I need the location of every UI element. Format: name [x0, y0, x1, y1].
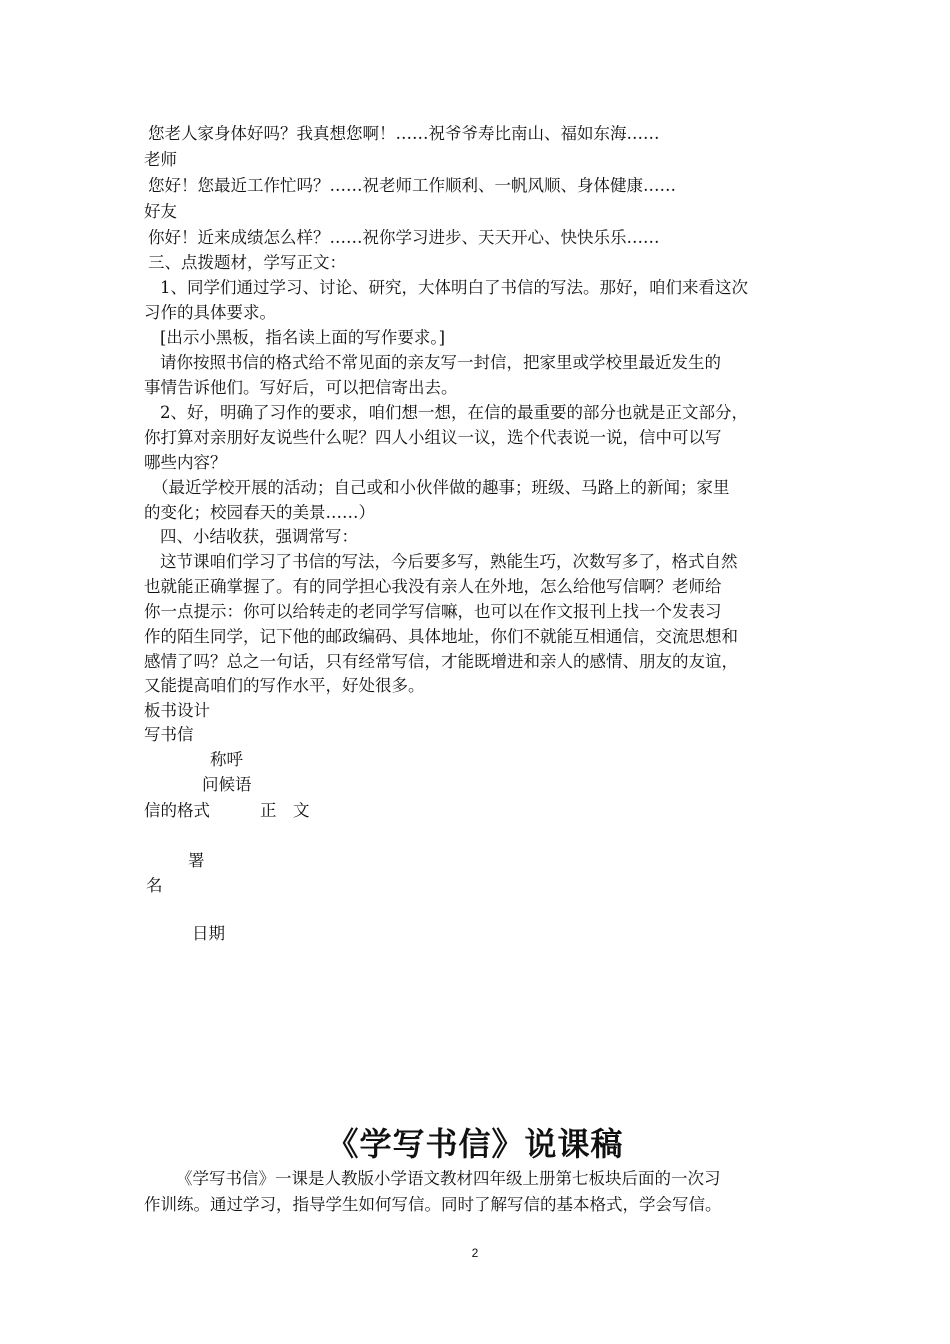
board-item-signature: 署 — [188, 851, 205, 870]
body-line: 您好！您最近工作忙吗？……祝老师工作顺利、一帆风顺、身体健康…… — [148, 176, 676, 195]
body-line: 的变化；校园春天的美景……） — [144, 503, 375, 522]
intro-line: 《学写书信》一课是人教版小学语文教材四年级上册第七板块后面的一次习 — [176, 1169, 721, 1188]
body-line: 这节课咱们学习了书信的写法，今后要多写，熟能生巧，次数写多了，格式自然 — [160, 552, 738, 571]
body-line: 又能提高咱们的写作水平，好处很多。 — [144, 676, 425, 695]
section-heading: 三、点拨题材，学写正文： — [148, 253, 346, 272]
body-line: 老师 — [144, 150, 177, 169]
lesson-title: 《学写书信》说课稿 — [326, 1125, 624, 1163]
board-item-signature-cont: 名 — [146, 876, 163, 895]
board-title: 写书信 — [144, 725, 194, 744]
body-line: 感情了吗？总之一句话，只有经常写信，才能既增进和亲人的感情、朋友的友谊， — [144, 652, 738, 671]
body-line: （最近学校开展的活动；自己或和小伙伴做的趣事；班级、马路上的新闻；家里 — [152, 478, 730, 497]
board-item-date: 日期 — [192, 924, 225, 943]
body-line: 也就能正确掌握了。有的同学担心我没有亲人在外地，怎么给他写信啊？老师给 — [144, 577, 722, 596]
page-number: 2 — [471, 1246, 479, 1260]
body-line: 你打算对亲朋好友说些什么呢？四人小组议一议，选个代表说一说，信中可以写 — [144, 428, 722, 447]
body-line: 2、好，明确了习作的要求，咱们想一想，在信的最重要的部分也就是正文部分， — [160, 403, 748, 422]
body-line: 1、同学们通过学习、讨论、研究，大体明白了书信的写法。那好，咱们来看这次 — [160, 278, 748, 297]
body-line: 好友 — [144, 202, 177, 221]
body-line: [出示小黑板，指名读上面的写作要求。] — [160, 328, 446, 347]
board-item-greeting: 问候语 — [202, 775, 252, 794]
body-line: 习作的具体要求。 — [144, 303, 276, 322]
body-line: 哪些内容？ — [144, 453, 227, 472]
body-line: 你好！近来成绩怎么样？……祝你学习进步、天天开心、快快乐乐…… — [148, 228, 660, 247]
body-line: 请你按照书信的格式给不常见面的亲友写一封信，把家里或学校里最近发生的 — [160, 353, 721, 372]
intro-line: 作训练。通过学习，指导学生如何写信。同时了解写信的基本格式，学会写信。 — [144, 1195, 722, 1214]
section-heading: 四、小结收获，强调常写： — [160, 527, 358, 546]
body-line: 您老人家身体好吗？我真想您啊！……祝爷爷寿比南山、福如东海…… — [148, 124, 660, 143]
board-design-heading: 板书设计 — [144, 701, 210, 720]
board-item-body: 正 文 — [260, 801, 310, 820]
body-line: 你一点提示：你可以给转走的老同学写信嘛，也可以在作文报刊上找一个发表习 — [144, 602, 722, 621]
board-format-label: 信的格式 — [144, 801, 210, 820]
body-line: 事情告诉他们。写好后，可以把信寄出去。 — [144, 378, 458, 397]
body-line: 作的陌生同学，记下他的邮政编码、具体地址，你们不就能互相通信，交流思想和 — [144, 627, 738, 646]
board-item-salutation: 称呼 — [210, 750, 243, 769]
